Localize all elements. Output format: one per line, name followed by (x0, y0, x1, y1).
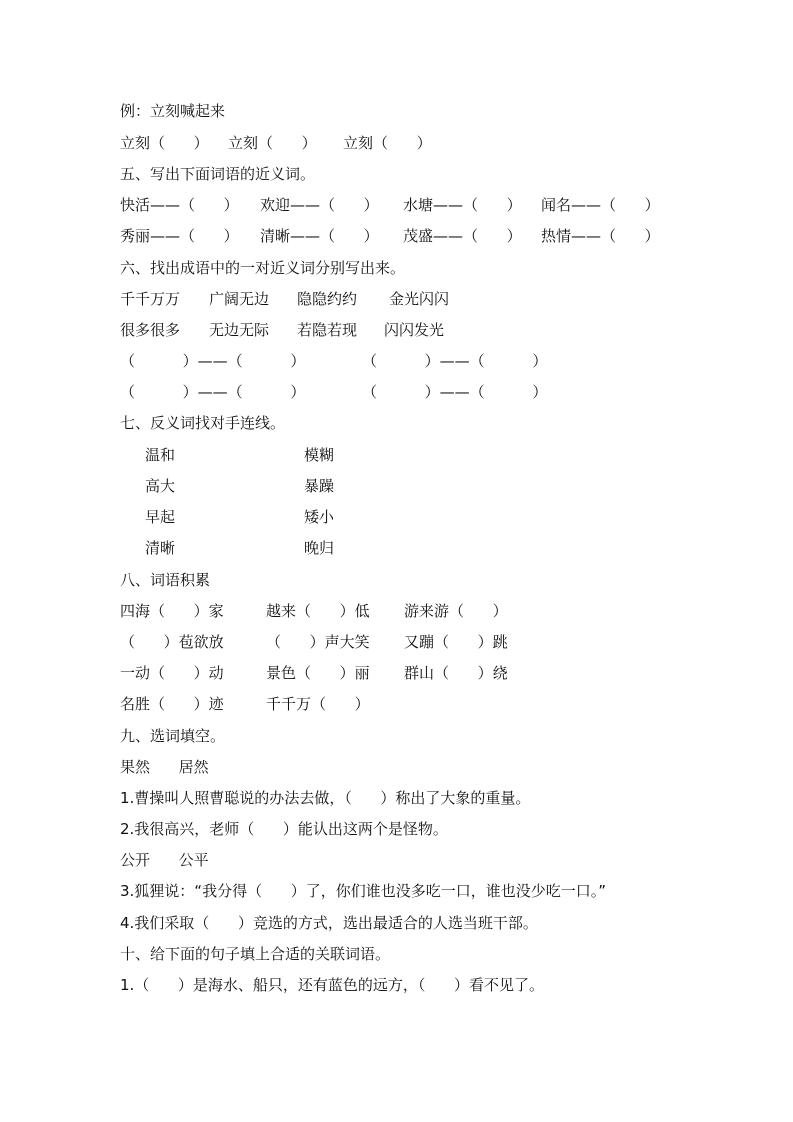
phrase-item: 又蹦（ ）跳 (404, 633, 508, 651)
section-10-title: 十、给下面的句子填上合适的关联词语。 (120, 945, 391, 963)
left-word: 早起 (145, 508, 176, 526)
word-choices: 公开 公平 (120, 851, 209, 869)
phrase-item: 四海（ ）家 (120, 602, 224, 620)
right-word: 模糊 (304, 446, 335, 464)
left-word: 高大 (145, 477, 176, 495)
word-choices: 果然 居然 (120, 758, 209, 776)
phrase-item: 群山（ ）绕 (404, 664, 508, 682)
left-word: 温和 (145, 446, 176, 464)
phrase-item: 景色（ ）丽 (266, 664, 370, 682)
right-word: 暴躁 (304, 477, 335, 495)
synonym-item: 水塘——（ ） (403, 196, 522, 214)
section-9-title: 九、选词填空。 (120, 727, 226, 745)
blank-item: 立刻（ ） (228, 134, 317, 152)
idiom-item: 很多很多 (120, 321, 181, 339)
example-line: 例：立刻喊起来 (120, 102, 226, 120)
synonym-item: 清晰——（ ） (260, 227, 379, 245)
phrase-item: 越来（ ）低 (266, 602, 370, 620)
pair-blank: （ ）——（ ） (120, 352, 306, 370)
blank-item: 立刻（ ） (343, 134, 432, 152)
question-line: 4.我们采取（ ）竞选的方式，选出最适合的人选当班干部。 (120, 914, 538, 932)
idiom-item: 若隐若现 (297, 321, 358, 339)
question-line: 1.（ ）是海水、船只，还有蓝色的远方，（ ）看不见了。 (120, 976, 545, 994)
phrase-item: 名胜（ ）迹 (120, 695, 224, 713)
phrase-item: 千千万（ ） (266, 695, 370, 713)
pair-blank: （ ）——（ ） (362, 352, 548, 370)
synonym-item: 闻名——（ ） (541, 196, 660, 214)
right-word: 晚归 (304, 539, 335, 557)
question-line: 1.曹操叫人照曹聪说的办法去做，（ ）称出了大象的重量。 (120, 789, 531, 807)
section-5-title: 五、写出下面词语的近义词。 (120, 165, 316, 183)
idiom-item: 无边无际 (209, 321, 270, 339)
phrase-item: （ ）声大笑 (266, 633, 370, 651)
synonym-item: 欢迎——（ ） (260, 196, 379, 214)
pair-blank: （ ）——（ ） (362, 383, 548, 401)
synonym-item: 秀丽——（ ） (120, 227, 239, 245)
idiom-item: 金光闪闪 (389, 290, 450, 308)
idiom-item: 闪闪发光 (384, 321, 445, 339)
idiom-item: 千千万万 (120, 290, 181, 308)
right-word: 矮小 (304, 508, 335, 526)
blank-item: 立刻（ ） (120, 134, 209, 152)
section-7-title: 七、反义词找对手连线。 (120, 414, 286, 432)
phrase-item: 游来游（ ） (404, 602, 508, 620)
section-8-title: 八、词语积累 (120, 571, 211, 589)
question-line: 2.我很高兴，老师（ ）能认出这两个是怪物。 (120, 820, 448, 838)
section-6-title: 六、找出成语中的一对近义词分别写出来。 (120, 259, 406, 277)
idiom-item: 广阔无边 (209, 290, 270, 308)
synonym-item: 热情——（ ） (541, 227, 660, 245)
left-word: 清晰 (145, 539, 176, 557)
synonym-item: 茂盛——（ ） (403, 227, 522, 245)
pair-blank: （ ）——（ ） (120, 383, 306, 401)
phrase-item: 一动（ ）动 (120, 664, 224, 682)
synonym-item: 快活——（ ） (120, 196, 239, 214)
idiom-item: 隐隐约约 (297, 290, 358, 308)
phrase-item: （ ）苞欲放 (120, 633, 224, 651)
question-line: 3.狐狸说：“我分得（ ）了，你们谁也没多吃一口，谁也没少吃一口。” (120, 882, 606, 900)
